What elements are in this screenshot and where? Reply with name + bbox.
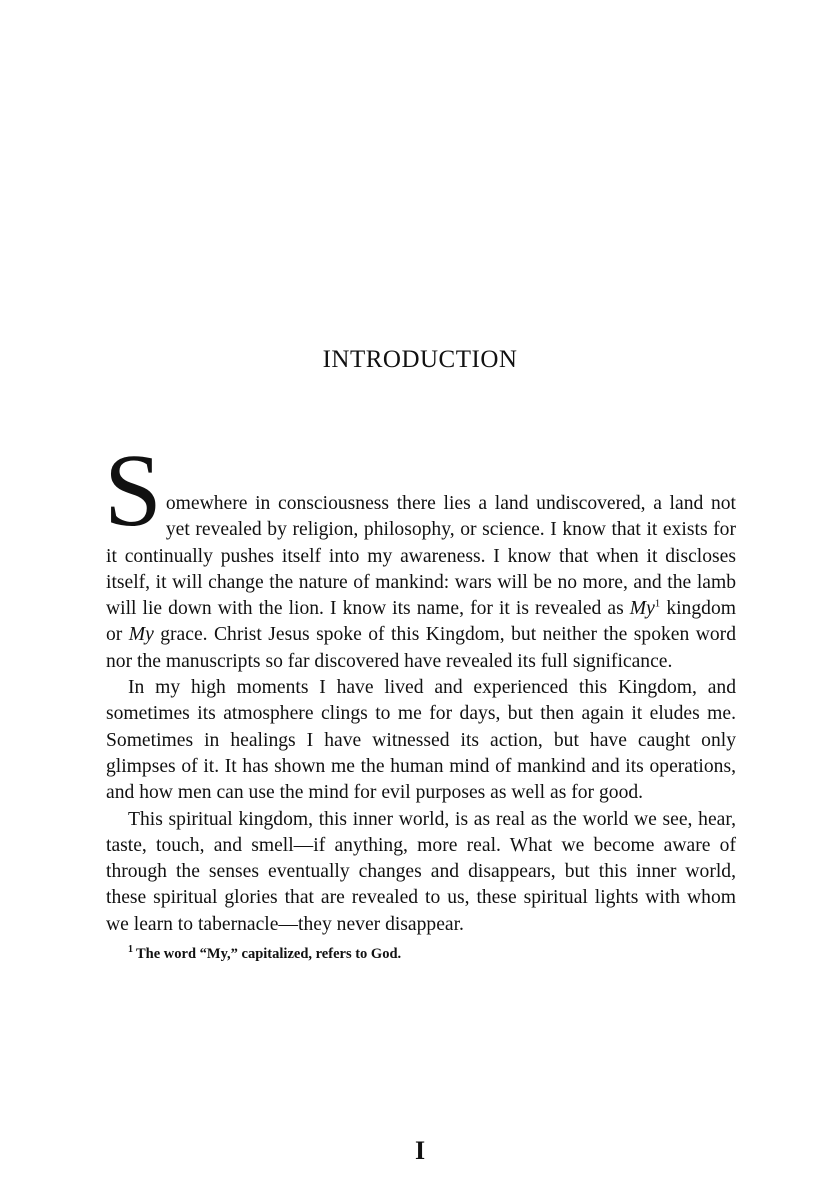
footnote-text: The word “My,” capitalized, refers to God. xyxy=(136,946,402,963)
paragraph-1-text-b: kingdom or xyxy=(106,598,736,646)
drop-cap-spacer xyxy=(106,445,736,491)
paragraph-1-italic-my-1: My xyxy=(629,598,655,620)
footnote-reference: 1 xyxy=(654,597,661,610)
paragraph-1-text-c: grace. Christ Jesus spoke of this Kingdom, but neither the spoken word nor the manuscripts so far discovered have revealed its full significance. xyxy=(106,624,736,672)
body-text xyxy=(104,433,736,964)
chapter-title: INTRODUCTION xyxy=(322,345,518,373)
footnote xyxy=(128,944,736,964)
paragraph-3: This spiritual kingdom, this inner world, is as real as the world we see, hear, taste, touch, and smell—if anything, more real. What we become aware of through the senses eventually changes and disappears, but this inner world, these spiritual glories that are revealed to us, these spiritual lights with whom we learn to tabernacle—they never disappear. xyxy=(106,808,736,935)
footnote-marker: 1 xyxy=(128,944,133,956)
paragraph-1 xyxy=(104,433,736,675)
paragraph-2: In my high moments I have lived and experienced this Kingdom, and sometimes its atmosphere clings to me for days, but then again it eludes me. Sometimes in healings I have witnessed its action, but have caught only glimpses of it. It has shown me the human mind of mankind and its operations, and how men can use the mind for evil purposes as well as for good. xyxy=(106,677,736,804)
paragraph-1-text-a: omewhere in consciousness there lies a land undiscovered, a land not yet revealed by religion, philosophy, or science. I know that it exists for it continually pushes itself into my awareness. I know that when it discloses itself, it will change the nature of mankind: wars will be no more, and the lamb will lie down with the lion. I know its name, for it is revealed as xyxy=(106,493,736,620)
paragraph-1-italic-my-2: My xyxy=(128,624,154,646)
page-number: I xyxy=(414,1136,426,1165)
drop-cap: S xyxy=(104,433,162,548)
